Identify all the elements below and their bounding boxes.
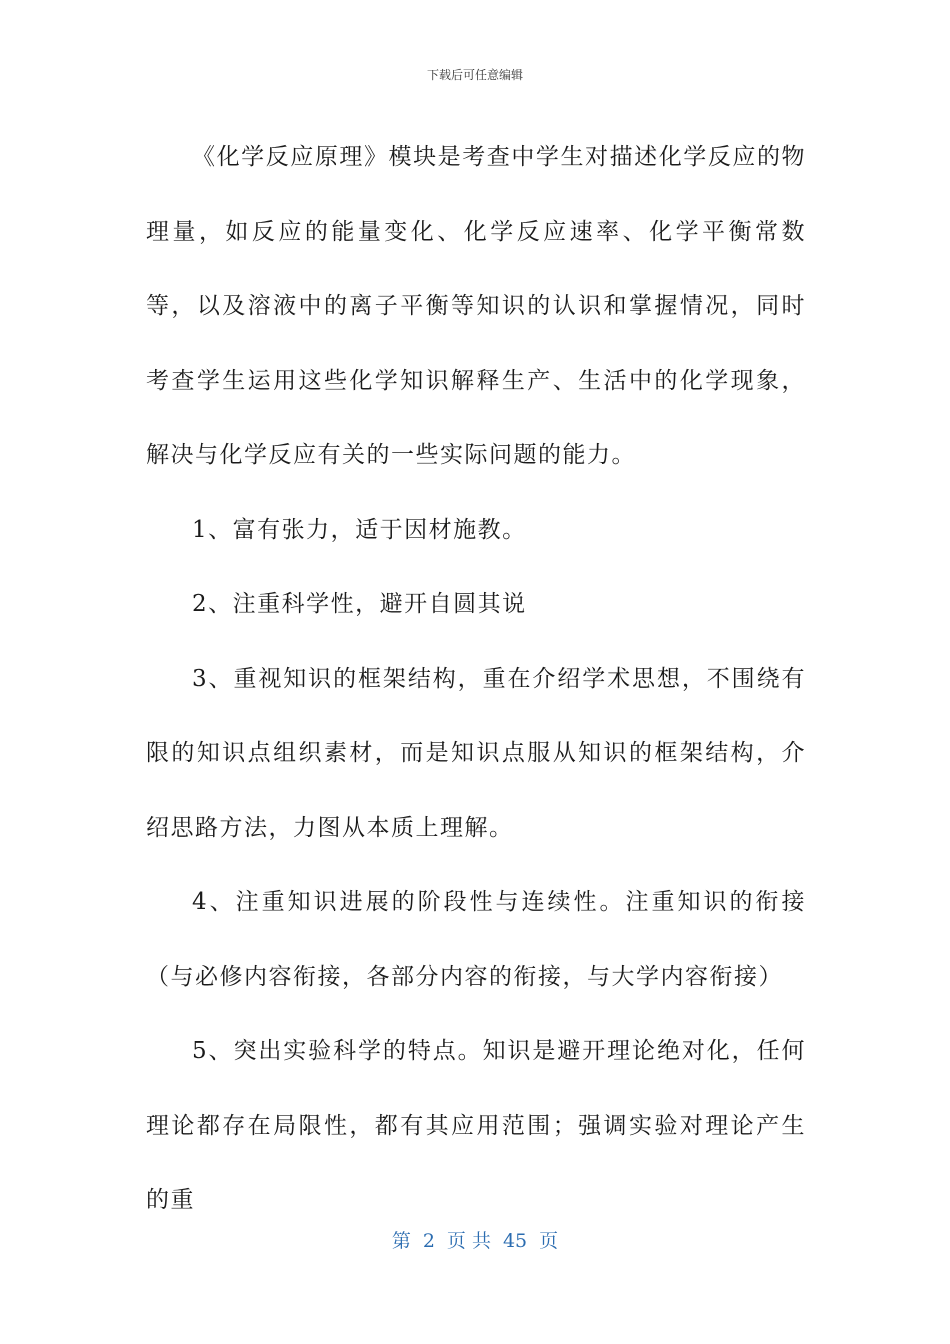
paragraph-intro: 《化学反应原理》模块是考查中学生对描述化学反应的物理量，如反应的能量变化、化学反应速率、化学平衡常数等，以及溶液中的离子平衡等知识的认识和掌握情况，同时考查学生运用这些化学知识解释生产、生活中的化学现象，解决与化学反应有关的一些实际问题的能力。 [146,144,806,468]
paragraph-point-1: 1、富有张力，适于因材施教。 [192,516,527,543]
footer-prefix: 第 [391,1230,411,1252]
paragraph-point-4: 4、注重知识进展的阶段性与连续性。注重知识的衔接（与必修内容衔接，各部分内容的衔接，与大学内容衔接） [146,889,806,990]
paragraph-point-5: 5、突出实验科学的特点。知识是避开理论绝对化，任何理论都存在局限性，都有其应用范围；强调实验对理论产生的重 [146,1038,806,1213]
page-footer [0,1226,950,1253]
footer-suffix: 页 [539,1230,559,1252]
page-header: 下载后可任意编辑 [426,68,523,82]
document-body [146,120,806,1238]
footer-current-page: 2 [422,1230,435,1252]
paragraph-point-2: 2、注重科学性，避开自圆其说 [192,591,527,617]
footer-middle: 页 共 [446,1230,491,1252]
footer-total-pages: 45 [502,1230,528,1252]
paragraph-point-3: 3、重视知识的框架结构，重在介绍学术思想，不围绕有限的知识点组织素材，而是知识点服从知识的框架结构，介绍思路方法，力图从本质上理解。 [146,665,806,841]
